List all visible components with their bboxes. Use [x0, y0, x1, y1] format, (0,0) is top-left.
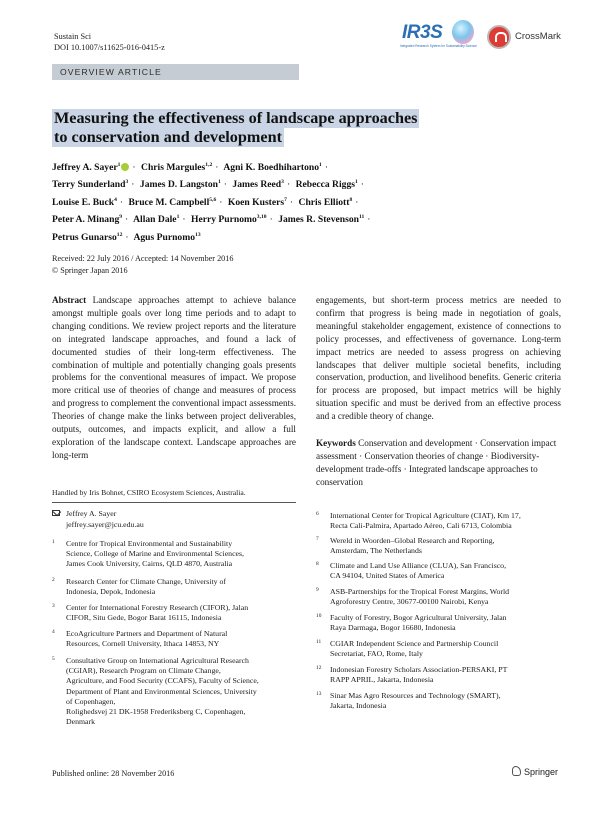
globe-icon: [452, 20, 474, 44]
affiliation: 8 Climate and Land Use Alliance (CLUA), San Francisco, CA 94104, United States of America: [316, 561, 507, 581]
author-name[interactable]: James Reed: [232, 179, 282, 191]
affiliation: 2 Research Center for Climate Change, University of Indonesia, Depok, Indonesia: [52, 577, 227, 597]
author-name[interactable]: Petrus Gunarso: [52, 231, 117, 243]
journal-header: [54, 31, 165, 53]
journal-name: Sustain Sci: [54, 32, 92, 41]
article-title: [52, 109, 419, 147]
crossmark-icon: [487, 25, 511, 49]
ir3s-logo-text: IR3S: [402, 22, 443, 43]
affiliation: 3 Center for International Forestry Research (CIFOR), Jalan CIFOR, Situ Gede, Bogor Barat 16115, Indonesia: [52, 603, 249, 623]
author-name[interactable]: Herry Purnomo: [190, 214, 257, 226]
affiliation: 9 ASB-Partnerships for the Tropical Forest Margins, World Agroforestry Centre, 30677-00100 Nairobi, Kenya: [316, 587, 510, 607]
author-name[interactable]: Bruce M. Campbell: [128, 196, 210, 208]
abstract-right-column: engagements, but short-term process metrics are needed to confirm that progress is being made in negotiation of goals, meaningful stakeholder engagement, existence of connections to policy processes, and effectiveness of governance. Long-term impact metrics are needed to assess progress on achieving landscapes that deliver multiple societal benefits, including conservation, production, and livelihood benefits. Generic criteria for process are proposed, but impact metrics will be highly situation specific and must be derived from an effective process and a credible theory of change.: [316, 295, 561, 422]
ir3s-logo-subtitle: Integrated Research System for Sustainability Science: [400, 44, 477, 48]
affiliation: 10 Faculty of Forestry, Bogor Agricultural University, Jalan Raya Darmaga, Bogor 16680, Indonesia: [316, 613, 507, 633]
published-online: Published online: 28 November 2016: [52, 769, 175, 778]
orcid-icon[interactable]: [121, 163, 129, 171]
doi[interactable]: DOI 10.1007/s11625-016-0415-z: [54, 43, 165, 53]
correspondence-name: Jeffrey A. Sayer: [66, 509, 117, 518]
affiliation: 13 Sinar Mas Agro Resources and Technology (SMART), Jakarta, Indonesia: [316, 691, 501, 711]
affiliation: 11 CGIAR Independent Science and Partnership Council Secretariat, FAO, Rome, Italy: [316, 639, 499, 659]
author-line: Terry Sunderland$^3$ · James D. Langston$^1$ · James Reed$^3$ · Rebecca Riggs$^1$ ·: [52, 179, 364, 191]
article-title-line: Measuring the effectiveness of landscape approaches: [54, 109, 418, 127]
author-name[interactable]: Agus Purnomo: [133, 231, 196, 243]
keywords-text: Conservation and development · Conservation impact assessment · Conservation theories of change · Biodiversity-development trade-offs · Integrated landscape approaches to conservation: [316, 438, 557, 487]
affiliation: 1 Centre for Tropical Environmental and Sustainability Science, College of Marine and Environmental Sciences, James Cook University, Cairns, QLD 4870, Australia: [52, 539, 244, 569]
abstract-label: Abstract: [52, 295, 87, 305]
handled-by: Handled by Iris Bohnet, CSIRO Ecosystem Sciences, Australia.: [52, 488, 246, 497]
author-name[interactable]: Peter A. Minang: [52, 214, 120, 226]
author-line: Petrus Gunarso$^{12}$ · Agus Purnomo$^{13}$: [52, 231, 201, 243]
author-name[interactable]: Allan Dale: [133, 214, 177, 226]
crossmark-text: CrossMark: [515, 31, 561, 42]
copyright: © Springer Japan 2016: [52, 265, 128, 275]
author-name[interactable]: Koen Kusters: [227, 196, 285, 208]
author-name[interactable]: Rebecca Riggs: [295, 179, 355, 191]
affiliation: 12 Indonesian Forestry Scholars Association-PERSAKI, PT RAPP APRIL, Jakarta, Indonesia: [316, 665, 508, 685]
ir3s-logo[interactable]: [400, 18, 478, 60]
author-name[interactable]: James D. Langston: [139, 179, 218, 191]
affiliation: 5 Consultative Group on International Agricultural Research (CGIAR), Research Program on Climate Change, Agriculture, and Food Security (CCAFS), Faculty of Science, Department of Plant and Environmental Sciences, University of Copenhagen, Rolighedsvej 21 DK-1958 Frederiksberg C, Copenhagen, Denmark: [52, 656, 259, 727]
author-name[interactable]: Agni K. Boedhihartono: [223, 162, 320, 173]
springer-logo[interactable]: [512, 766, 558, 777]
springer-horse-icon: [512, 766, 521, 776]
author-line: Jeffrey A. Sayer$^1$ · Chris Margules$^{1,2}$ · Agni K. Boedhihartono$^1$ ·: [52, 162, 329, 173]
envelope-icon: [52, 510, 60, 516]
author-name[interactable]: James R. Stevenson: [278, 214, 359, 226]
crossmark-logo[interactable]: [487, 25, 567, 51]
abstract-text-left: Landscape approaches attempt to achieve balance amongst multiple goals over long time periods and to adapt to changing conditions. We review project reports and the literature on integrated landscape approaches, and found a lack of documented studies of their long-term effectiveness. The combination of multiple and potentially changing goals presents problems for the conventional measures of impact. We propose more critical use of theories of change and measures of process and progress to complement the conventional impact assessments. Theories of change make the links between project deliverables, outputs, outcomes, and impacts explicit, and allow a full exploration of the landscape context. Landscape approaches are long-term: [52, 295, 297, 460]
article-dates: [52, 253, 233, 277]
author-list: [52, 158, 572, 245]
affiliation: 6 International Center for Tropical Agriculture (CIAT), Km 17, Recta Cali-Palmira, Apartado Aéreo, Cali 6713, Colombia: [316, 511, 521, 531]
correspondence-email[interactable]: jeffrey.sayer@jcu.edu.au: [66, 519, 144, 529]
author-line: Peter A. Minang$^9$ · Allan Dale$^1$ · Herry Purnomo$^{3,10}$ · James R. Stevenson$^{11}$ ·: [52, 214, 371, 226]
affiliation: 7 Wereld in Woorden–Global Research and Reporting, Amsterdam, The Netherlands: [316, 536, 495, 556]
author-line: Louise E. Buck$^4$ · Bruce M. Campbell$^{5,6}$ · Koen Kusters$^7$ · Chris Elliott$^8$ ·: [52, 196, 359, 208]
divider: [52, 502, 296, 503]
author-name[interactable]: Terry Sunderland: [52, 179, 126, 191]
article-type-banner: OVERVIEW ARTICLE: [52, 64, 299, 80]
author-name[interactable]: Chris Margules: [141, 162, 206, 173]
author-name[interactable]: Louise E. Buck: [52, 196, 115, 208]
author-name[interactable]: Chris Elliott: [298, 196, 350, 208]
abstract-left-column: [52, 294, 296, 462]
keywords: [316, 437, 561, 489]
article-title-line: to conservation and development: [54, 128, 282, 146]
affiliation: 4 EcoAgriculture Partners and Department of Natural Resources, Cornell University, Ithaca 14853, NY: [52, 629, 228, 649]
received-accepted: Received: 22 July 2016 / Accepted: 14 November 2016: [52, 254, 234, 263]
author-name[interactable]: Jeffrey A. Sayer: [52, 162, 118, 173]
correspondence: [52, 509, 144, 530]
keywords-label: Keywords: [316, 438, 356, 448]
springer-text: Springer: [524, 767, 559, 777]
